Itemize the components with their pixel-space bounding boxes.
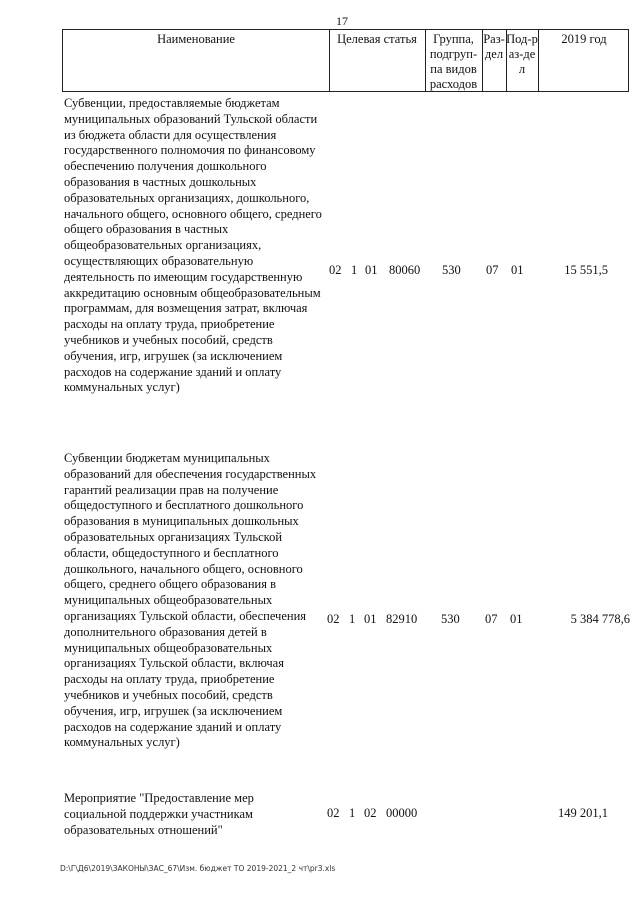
target-code: 02	[329, 263, 342, 277]
header-year: 2019 год	[561, 32, 607, 46]
header-section: Раз-дел	[483, 32, 505, 61]
header-name: Наименование	[157, 32, 235, 46]
target-code: 02	[327, 612, 340, 626]
target-code: 00000	[386, 806, 418, 820]
target-code: 80060	[389, 263, 421, 277]
header-subsection: Под-раз-дел	[506, 32, 538, 76]
section-code: 07	[486, 263, 499, 277]
header-target: Целевая статья	[337, 32, 417, 46]
amount: 149 201,1	[558, 806, 608, 820]
row-name: Субвенции, предоставляемые бюджетам муниципальных образований Тульской области из бюджета области для осуществления государственного полномочия по финансовому обеспечению получения дошкольного образования в частных дошкольных образовательных организациях, дошкольного, начального общего, основного общего, среднего общего образования в частных общеобразовательных организациях, осуществляющих образовательную деятельность по имеющим государственную аккредитацию основным общеобразовательным программам, для возмещения затрат, включая расходы на оплату труда, приобретение учебников и учебных пособий, средств обучения, игр, игрушек (за исключением расходов на содержание зданий и оплату коммунальных услуг)	[64, 96, 322, 395]
target-code: 02	[327, 806, 340, 820]
row-name: Субвенции бюджетам муниципальных образований для обеспечения государственных гарантий реализации прав на получение общедоступного и бесплатного дошкольного образования в муниципальных дошкольных образовательных организациях Тульской области, общедоступного и бесплатного дошкольного, начального общего, основного общего, среднего общего образования в муниципальных общеобразовательных организациях Тульской области, обеспечения дополнительного образования детей в муниципальных общеобразовательных организациях Тульской области, включая расходы на оплату труда, приобретение учебников и учебных пособий, средств обучения, игр, игрушек (за исключением расходов на содержание зданий и оплату коммунальных услуг)	[64, 451, 317, 750]
subsection-code: 01	[511, 263, 524, 277]
target-code: 1	[349, 612, 356, 626]
target-code: 01	[365, 263, 378, 277]
group-code: 530	[442, 263, 461, 277]
target-code: 1	[351, 263, 358, 277]
target-code: 02	[364, 806, 377, 820]
target-code: 01	[364, 612, 377, 626]
page-number: 17	[336, 14, 348, 28]
target-code: 82910	[386, 612, 418, 626]
row-name: Мероприятие "Предоставление мер социальной поддержки участникам образовательных отношений"	[64, 791, 254, 837]
file-path-footer: D:\Г\Д6\2019\ЗАКОНЫ\ЗАС_67\Изм. бюджет ТО 2019-2021_2 чт\pr3.xls	[60, 864, 336, 873]
target-code: 1	[349, 806, 356, 820]
subsection-code: 01	[510, 612, 523, 626]
table-header	[62, 29, 629, 92]
group-code: 530	[441, 612, 460, 626]
section-code: 07	[485, 612, 498, 626]
header-group: Группа, подгруп-па видов расходов	[429, 32, 478, 91]
amount: 15 551,5	[564, 263, 608, 277]
amount: 5 384 778,6	[570, 612, 630, 626]
